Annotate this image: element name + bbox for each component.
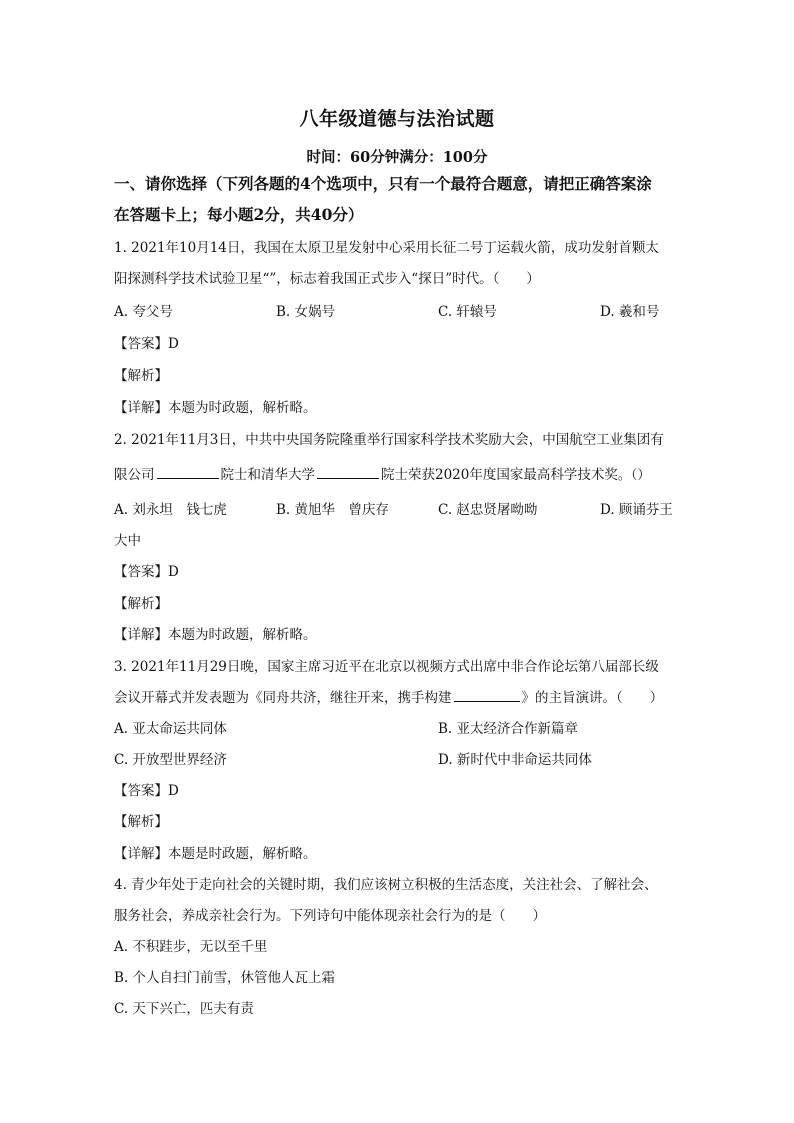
q2-analysis: 【解析】 [114,596,168,612]
q3-blank [454,687,520,702]
q2-stem-part-d: 。（） [617,468,651,483]
q2-blank-2 [317,464,379,479]
q3-stem-line2 [114,686,684,706]
q2-option-d: D. 顾诵芬王 [600,502,673,518]
q2-answer: 【答案】D [114,564,179,580]
q1-option-a: A. 夸父号 [114,304,173,320]
q3-analysis: 【解析】 [114,814,168,830]
q3-stem-line1: 3. 2021年11月29日晚，国家主席习近平在北京以视频方式出席中非合作论坛第八届部长级 [114,659,659,675]
q4-option-b: B. 个人自扫门前雪，休管他人瓦上霜 [114,970,336,986]
q2-detail: 【详解】本题为时政题，解析略。 [114,627,317,643]
q3-option-a: A. 亚太命运共同体 [114,721,227,737]
q1-stem-line1: 1. 2021年10月14日，我国在太原卫星发射中心采用长征二号丁运载火箭，成功发射首颗太 [114,240,659,256]
q3-option-d: D. 新时代中非命运共同体 [438,752,592,768]
q1-option-c: C. 轩辕号 [438,304,497,320]
page-title: 八年级道德与法治试题 [299,108,495,130]
q2-stem-line2 [114,463,684,483]
q1-option-b: B. 女娲号 [276,304,336,320]
q2-stem-part-b: 院士和清华大学 [220,467,315,483]
q2-option-c: C. 赵忠贤屠呦呦 [438,502,538,518]
exam-time-score: 时间：60分钟满分：100分 [306,149,488,166]
section-heading-line1: 一、请你选择（下列各题的4个选项中，只有一个最符合题意，请把正确答案涂 [114,174,652,193]
q2-option-a: A. 刘永坦 钱七虎 [114,502,227,518]
q4-stem-line1: 4. 青少年处于走向社会的关键时期，我们应该树立积极的生活态度，关注社会、了解社会、 [114,877,658,893]
q1-option-d: D. 羲和号 [600,304,660,320]
section-heading [114,168,684,230]
q1-detail: 【详解】本题为时政题，解析略。 [114,400,317,416]
section-heading-line2: 在答题卡上；每小题2分，共40分） [114,205,364,224]
q1-stem-line2: 阳探测科学技术试验卫星“”，标志着我国正式步入“探日”时代。（ ） [114,271,540,287]
q2-option-d-continued: 大中 [114,533,141,549]
q3-stem-part-b: 》的主旨演讲。（ ） [521,690,664,706]
q3-option-b: B. 亚太经济合作新篇章 [438,721,579,737]
q2-option-b: B. 黄旭华 曾庆存 [276,502,390,518]
q1-answer: 【答案】D [114,336,179,352]
q3-detail: 【详解】本题是时政题，解析略。 [114,846,317,862]
q2-stem-part-c: 院士荣获2020年度国家最高科学技术奖 [381,467,618,483]
q4-stem-line2: 服务社会，养成亲社会行为。下列诗句中能体现亲社会行为的是（ ） [114,908,546,924]
q4-option-a: A. 不积跬步，无以至千里 [114,939,268,955]
q2-stem-part-a: 限公司 [114,467,155,483]
q2-stem-line1: 2. 2021年11月3日，中共中央国务院隆重举行国家科学技术奖励大会，中国航空工业集团有 [114,432,664,448]
q3-answer: 【答案】D [114,783,179,799]
q4-option-c: C. 天下兴亡，匹夫有责 [114,1001,254,1017]
q2-blank-1 [157,464,219,479]
q3-option-c: C. 开放型世界经济 [114,752,227,768]
q1-analysis: 【解析】 [114,368,168,384]
q3-stem-part-a: 会议开幕式并发表题为《同舟共济，继往开来，携手构建 [114,690,452,706]
